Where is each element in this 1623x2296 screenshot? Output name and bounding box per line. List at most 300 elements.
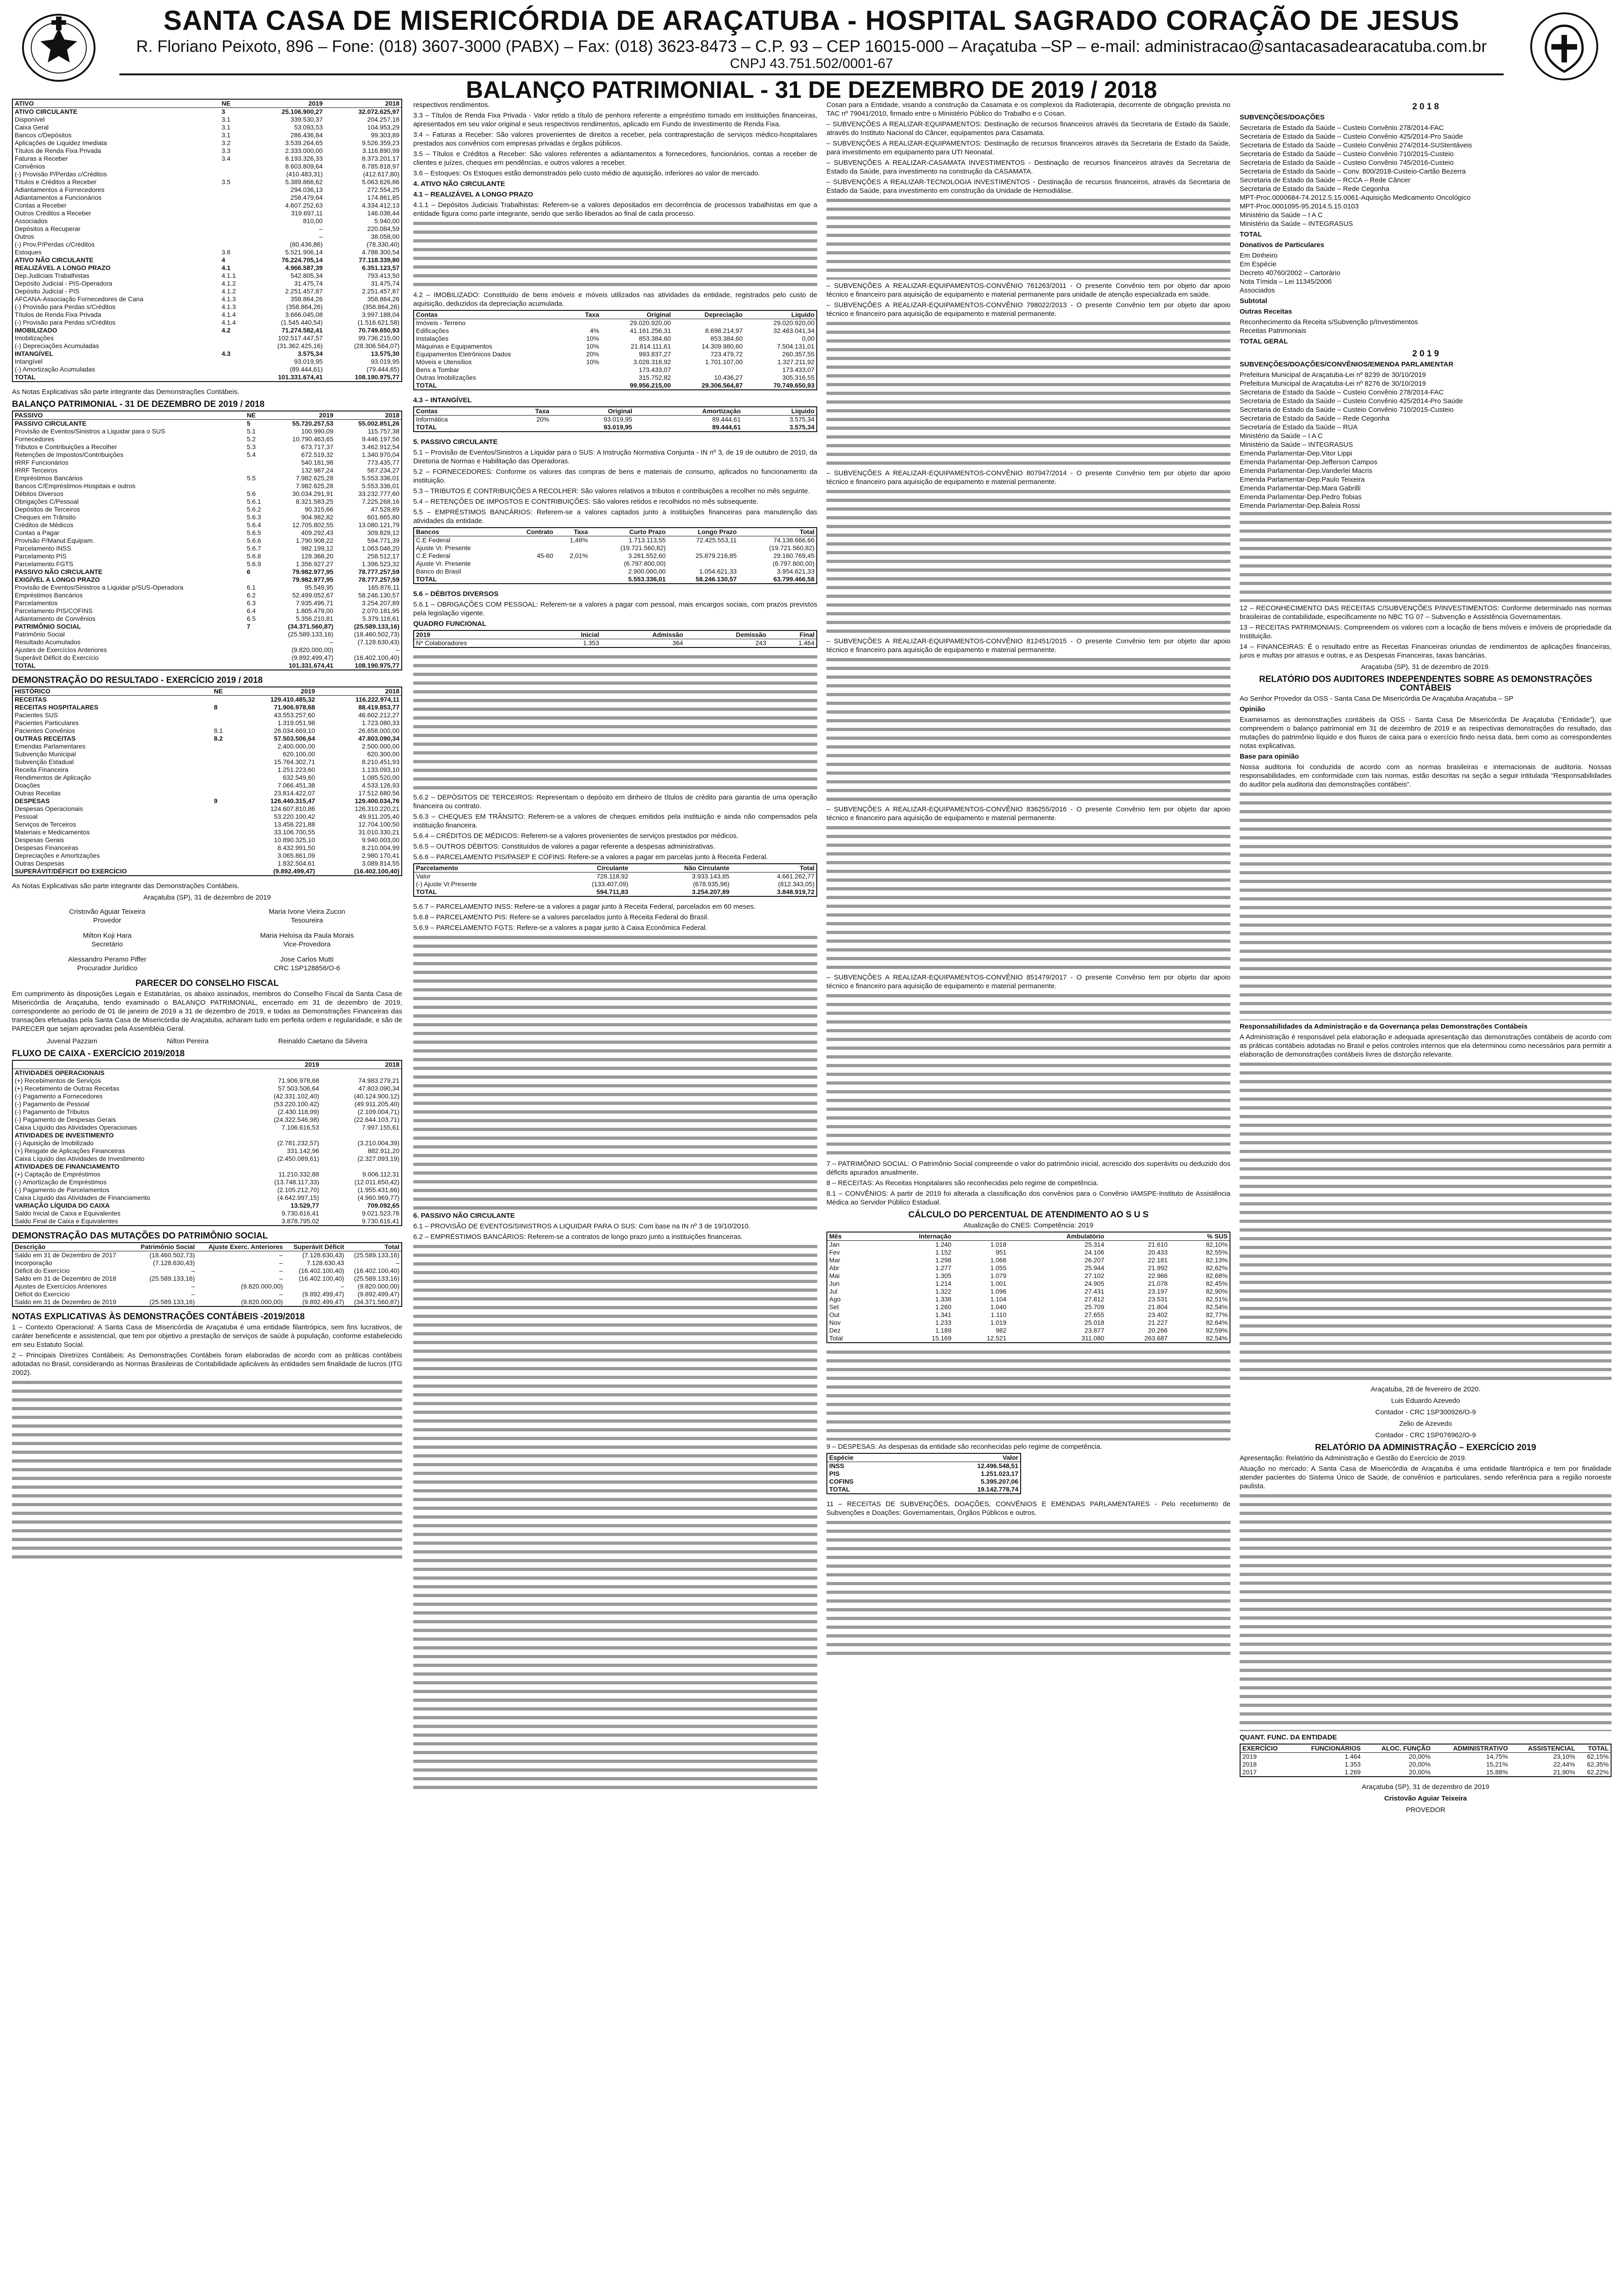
signature-block: [12, 907, 202, 925]
table-cell: (-) Depreciações Acumuladas: [15, 342, 99, 349]
table-cell: 5.6.5: [247, 529, 261, 536]
note-5-6-7: 5.6.7 – PARCELAMENTO INSS: Refere-se a valores a pagar junto à Receita Federal, parcelados em 60 meses.: [413, 903, 756, 911]
table-cell: 1.790.908,22: [296, 537, 334, 544]
table-cell: 8.2: [213, 735, 223, 742]
table-row: [13, 789, 401, 797]
table-cell: 5.6.8: [247, 552, 261, 560]
table-cell: Parcelamento FGTS: [15, 560, 73, 568]
table-cell: (40.124.900,12): [354, 1092, 399, 1100]
list-item: Em Espécie: [1240, 260, 1277, 268]
table-cell: [321, 1069, 401, 1077]
table-cell: (-) Provisão para Perdas s/Créditos: [15, 303, 116, 310]
responsabilidades-text: A Administração é responsável pela elaboração e adequada apresentação das demonstrações contábeis de acordo com as práticas contábeis adotadas no Brasil e pelos controles internos que ela determinou como necessários para permitir a elaboração de demonstrações contábeis livres de distorção relevante.: [1240, 1033, 1612, 1058]
table-row: [13, 568, 401, 576]
table-row: [13, 1085, 401, 1092]
signer-role: Secretário: [91, 940, 123, 948]
note-subv-casamata: – SUBVENÇÕES A REALIZAR-CASAMATA INVESTIMENTOS - Destinação de recursos financeiros através da Secretaria de Estado da Saúde, para investimento na construção da CASAMATA.: [826, 159, 1230, 175]
table-cell: Despesas Operacionais: [15, 805, 83, 812]
table-cell: 15,88%: [1486, 1768, 1508, 1776]
table-cell: [245, 654, 269, 662]
table-cell: Curto Prazo: [590, 528, 668, 536]
table-cell: Saldo em 31 de Dezembro de 2019: [15, 1298, 117, 1306]
table-cell: 8.785.818,97: [362, 163, 399, 170]
table-cell: –: [191, 1290, 195, 1298]
table-cell: 24.106: [1084, 1249, 1105, 1256]
table-header-row: [13, 411, 401, 420]
table-cell: 132.987,24: [301, 467, 334, 474]
table-cell: 7.935.496,71: [296, 599, 334, 607]
note-9-despesas: 9 – DESPESAS: As despesas da entidade são reconhecidas pelo regime de competência.: [826, 1443, 1102, 1451]
table-cell: 4.1.1: [221, 272, 236, 279]
table-cell: 21.814.111,61: [630, 343, 671, 350]
table-cell: [1106, 1232, 1169, 1241]
table-cell: 23.814.422,07: [274, 789, 315, 797]
table-cell: 3.1: [221, 124, 231, 131]
table-cell: [212, 696, 234, 704]
table-cell: Pacientes Convênios: [15, 727, 75, 734]
note-6-1: 6.1 – PROVISÃO DE EVENTOS/SINISTROS A LIQUIDAR PARA O SUS: Com base na IN nº 3 de 19/10/2010.: [413, 1222, 751, 1230]
table-cell: 29.020.920,00: [629, 319, 671, 326]
table-cell: 3.878.795,02: [281, 1217, 320, 1225]
table-cell: 2.333.000,00: [285, 147, 323, 154]
table-cell: 70.749.650,93: [358, 326, 399, 334]
table-cell: 9.730.616,41: [281, 1210, 320, 1217]
table-cell: Emendas Parlamentares: [15, 743, 86, 750]
table-cell: 2019: [234, 687, 317, 696]
table-cell: [245, 646, 269, 654]
table-cell: (6.797.800,00): [623, 560, 666, 567]
table-cell: Mês: [827, 1232, 868, 1241]
table-cell: (+) Resgate de Aplicações Financeiras: [15, 1147, 125, 1154]
table-cell: [241, 1069, 321, 1077]
table-cell: 1.110: [991, 1311, 1006, 1318]
table-cell: 31.475,74: [294, 280, 323, 287]
table-row: [13, 1290, 401, 1298]
table-cell: (2.109.004,71): [357, 1108, 399, 1115]
table-row: [827, 1319, 1230, 1327]
table-row: [13, 1178, 401, 1186]
table-row: [827, 1327, 1230, 1334]
list-item: Ministério da Saúde – I A C: [1240, 211, 1323, 219]
table-cell: Bens a Tombar: [416, 366, 459, 373]
table-cell: (34.371.560,87): [288, 623, 334, 630]
table-cell: [212, 860, 234, 867]
table-cell: 11.210.332,88: [278, 1171, 320, 1178]
text-filler: [826, 488, 1230, 635]
sus-table: [827, 1232, 1230, 1342]
table-row: [414, 358, 816, 366]
report-title: BALANÇO PATRIMONIAL - 31 DE DEZEMBRO DE 2019 / 2018: [466, 77, 1157, 103]
table-cell: [245, 630, 269, 638]
table-cell: Patrimônio Social: [15, 630, 65, 638]
table-row: [13, 474, 401, 482]
table-cell: 1.353: [583, 639, 599, 647]
table-cell: 82,64%: [1206, 1319, 1228, 1326]
table-cell: 8.432.991,50: [277, 844, 315, 851]
table-cell: Máquinas e Equipamentos: [416, 343, 492, 350]
table-cell: 1.832.504,61: [277, 860, 315, 867]
table-cell: 7.982.625,28: [296, 474, 334, 482]
table-cell: 93.019,95: [603, 423, 632, 431]
table-cell: 364: [672, 639, 683, 647]
table-cell: 3: [221, 108, 225, 115]
table-cell: [220, 202, 248, 209]
table-cell: 1.066: [990, 1256, 1006, 1264]
table-cell: TOTAL: [1577, 1745, 1611, 1753]
table-cell: 4.3: [221, 350, 231, 357]
table-cell: (412.617,80): [363, 170, 399, 178]
responsabilidades-title: Responsabilidades da Administração e da Governança pelas Demonstrações Contábeis: [1240, 1023, 1528, 1030]
table-cell: NE: [220, 100, 248, 108]
table-cell: 272.554,25: [367, 186, 399, 193]
table-cell: TOTAL: [15, 662, 36, 669]
text-filler: [1240, 510, 1612, 602]
outras-receitas-list: [1240, 318, 1612, 335]
table-cell: 7.225.268,16: [362, 498, 399, 505]
text-filler: [826, 1349, 1230, 1441]
text-filler: [413, 1243, 817, 1794]
table-cell: [505, 423, 551, 431]
table-cell: 728.118,92: [596, 872, 629, 880]
table-cell: (12.011.650,42): [354, 1178, 399, 1186]
table-cell: Caixa Geral: [15, 124, 49, 131]
table-header-row: [827, 1232, 1230, 1241]
table-cell: INTANGÍVEL: [15, 350, 53, 357]
table-row: [13, 506, 401, 513]
table-cell: 8: [213, 703, 218, 711]
note-3-4: 3.4 – Faturas a Receber: São valores provenientes de direitos a receber, pela contraprestação de serviços médico-hospitalares prestados aos convênios com empresas privadas e órgãos públicos.: [413, 131, 817, 147]
table-cell: –: [330, 638, 334, 646]
note-5-6-6: 5.6.6 – PARCELAMENTO PIS/PASEP E COFINS: Refere-se a valores a pagar em parcelas junto à Receita Federal.: [413, 853, 768, 861]
table-row: [13, 295, 401, 303]
table-cell: (-) Provisão P/Perdas c/Créditos: [15, 170, 107, 178]
table-cell: 57.503.506,64: [274, 735, 315, 742]
table-cell: 1.305: [935, 1272, 952, 1279]
table-row: [13, 696, 401, 704]
table-cell: Títulos de Renda Fixa Privada: [15, 311, 101, 318]
relatorio-title: RELATÓRIO DA ADMINISTRAÇÃO – EXERCÍCIO 2019: [1315, 1443, 1536, 1452]
table-row: [13, 1186, 401, 1194]
table-cell: 3.462.912,54: [362, 443, 399, 450]
text-filler: [1240, 1061, 1612, 1382]
table-cell: Caixa Líquido das Atividades Operacionais: [15, 1124, 137, 1131]
table-cell: Adiantamentos a Funcionários: [15, 194, 102, 201]
table-row: [13, 350, 401, 358]
table-cell: Cheques em Trânsito: [15, 513, 76, 521]
table-cell: 358.864,26: [290, 295, 323, 303]
table-row: [13, 170, 401, 178]
opiniao-title: Opinião: [1240, 705, 1265, 713]
signature-block: [12, 931, 202, 949]
table-cell: 263.687: [1144, 1334, 1168, 1342]
table-cell: 116.222.974,11: [355, 696, 399, 703]
table-cell: Outras Receitas: [15, 789, 61, 797]
table-cell: 82,54%: [1206, 1303, 1228, 1311]
table-row: [13, 1275, 401, 1283]
table-cell: Longo Prazo: [668, 528, 739, 536]
table-cell: 2.400.000,00: [277, 743, 315, 750]
table-row: [827, 1264, 1230, 1272]
table-cell: [212, 821, 234, 828]
table-cell: 101.331.674,41: [278, 373, 323, 381]
table-cell: 22,44%: [1553, 1761, 1575, 1768]
table-row: [13, 451, 401, 459]
table-cell: [212, 789, 234, 797]
table-cell: (+) Recebimento de Outras Receitas: [15, 1085, 119, 1092]
table-row: [13, 703, 401, 711]
table-cell: (79.444,65): [366, 366, 399, 373]
table-row: [414, 544, 816, 552]
table-row: [13, 821, 401, 828]
table-cell: 3.666.045,08: [285, 311, 323, 318]
table-header-row: [13, 687, 401, 696]
table-cell: Adiantamento de Convênios: [15, 615, 95, 622]
table-cell: (1.545.440,54): [281, 319, 323, 326]
opiniao-text: Examinamos as demonstrações contábeis da OSS - Santa Casa De Misericórdia De Araçatuba (“Entidade”), que compreendem o balanço patrimonial em 31 de dezembro de 2019 e as respectivas demonstrações do resultado, das mutações do patrimônio líquido e dos fluxos de caixa para o exercício findo nessa data, bem como as correspondentes notas explicativas.: [1240, 716, 1612, 750]
table-cell: Não Circulante: [630, 864, 731, 872]
text-filler: [826, 824, 1230, 971]
table-cell: 3.089.814,55: [362, 860, 399, 867]
table-cell: 2019: [414, 631, 547, 639]
note-5-6-3: 5.6.3 – CHEQUES EM TRÂNSITO: Referem-se a valores de cheques emitidos pela instituição e ainda não compensados pela instituição financeira.: [413, 813, 817, 829]
table-cell: 100.990,09: [301, 428, 334, 435]
table-row: [13, 537, 401, 545]
table-cell: RECEITAS: [15, 696, 47, 703]
table-cell: 1.338: [935, 1295, 952, 1303]
table-cell: 3.254.207,89: [692, 888, 730, 895]
note-convenio-836255: – SUBVENÇÕES A REALIZAR-EQUIPAMENTOS-CONVÊNIO 836255/2016 - O presente Convênio tem por objeto dar apoio técnico e financeiro para aquisição de equipamento e material permanente.: [826, 805, 1230, 822]
table-cell: (9.820.000,00): [291, 646, 334, 653]
table-cell: (358.864,26): [363, 303, 399, 310]
resultado-title: DEMONSTRAÇÃO DO RESULTADO - EXERCÍCIO 2019 / 2018: [12, 675, 263, 685]
final-role: PROVEDOR: [1406, 1806, 1445, 1814]
list-item: Emenda Parlamentar-Dep.Baleia Rossi: [1240, 502, 1360, 510]
table-cell: 7: [247, 623, 251, 630]
table-cell: Original: [551, 407, 634, 416]
table-cell: 243: [755, 639, 766, 647]
table-row: [13, 813, 401, 821]
table-cell: TOTAL: [416, 575, 437, 583]
table-row: [13, 131, 401, 139]
table-row: [414, 880, 816, 888]
isencao-table: [827, 1454, 1020, 1493]
table-cell: Descrição: [13, 1243, 131, 1251]
table-cell: (16.402.100,40): [298, 1267, 344, 1274]
table-cell: 71.906.978,68: [274, 703, 315, 711]
table-row: [13, 209, 401, 217]
table-cell: IRRF Funcionários: [15, 459, 68, 466]
table-cell: Adiantamentos a Fornecedores: [15, 186, 105, 193]
table-cell: Contas: [414, 407, 505, 416]
table-cell: Depósitos de Terceiros: [15, 506, 80, 513]
table-cell: PIS: [829, 1470, 840, 1477]
table-cell: 1.085.520,00: [362, 774, 399, 781]
table-cell: 93.019,95: [294, 358, 323, 365]
table-cell: Superávit Déficit do Exercício: [15, 654, 99, 661]
table-cell: 3.933.143,85: [692, 872, 730, 880]
table-cell: 601.665,80: [367, 513, 399, 521]
table-row: [13, 1171, 401, 1178]
table-cell: Convênios: [15, 163, 45, 170]
table-cell: 358.864,26: [367, 295, 399, 303]
table-row: [13, 1131, 401, 1139]
note-3-5: 3.5 – Títulos e Créditos a Receber: São valores referentes a adiantamentos a fornecedores, funcionários, contas a receber de clientes e juízes, cheques em pendências, e outros valores a receber.: [413, 150, 817, 167]
table-cell: [673, 366, 744, 374]
table-cell: Despesas Financeiras: [15, 844, 79, 851]
table-cell: 27.102: [1084, 1272, 1105, 1279]
table-cell: 20%: [586, 350, 599, 358]
note-8-receitas: 8 – RECEITAS: As Receitas Hospitalares são reconhecidas pelo regime de competência.: [826, 1179, 1099, 1187]
note-4-3: 4.3 – INTANGÍVEL: [413, 396, 472, 404]
table-cell: 1.353: [1344, 1761, 1361, 1768]
table-cell: (49.911.205,40): [354, 1100, 399, 1108]
table-cell: Rendimentos de Aplicação: [15, 774, 91, 781]
table-cell: 951: [995, 1249, 1006, 1256]
table-cell: 82,51%: [1206, 1295, 1228, 1303]
auditor-addressee: Ao Senhor Provedor da OSS - Santa Casa De Misericórdia De Araçatuba Araçatuba – SP: [1240, 695, 1514, 703]
text-filler: [413, 934, 817, 1210]
table-cell: (25.589.133,16): [288, 630, 334, 638]
year-2018: 2 0 1 8: [1412, 102, 1439, 112]
table-cell: Contas a Pagar: [15, 529, 60, 536]
table-cell: 3.3: [221, 147, 231, 154]
table-cell: 20.433: [1148, 1249, 1168, 1256]
table-row: [13, 194, 401, 202]
table-cell: Superávit Déficit: [285, 1243, 346, 1251]
table-cell: 8.210.004,99: [362, 844, 399, 851]
table-row: [13, 420, 401, 428]
table-row: [13, 1147, 401, 1155]
table-cell: NE: [245, 411, 269, 420]
table-cell: 5.553.336,01: [362, 474, 399, 482]
table-cell: [212, 766, 234, 774]
table-row: [13, 750, 401, 758]
table-cell: Débitos Diversos: [15, 490, 63, 497]
document-header: [0, 0, 1623, 103]
table-cell: (9.820.000,00): [241, 1283, 283, 1290]
table-cell: (9.892.499,47): [291, 654, 334, 661]
table-cell: (25.589.133,16): [149, 1298, 195, 1306]
table-cell: 5.379.116,61: [362, 615, 399, 622]
table-cell: 4.1.3: [221, 303, 236, 310]
table-cell: 10.436,27: [714, 374, 743, 381]
text-filler: [826, 656, 1230, 803]
table-cell: 31.475,74: [371, 280, 399, 287]
table-cell: (2.105.212,70): [277, 1186, 320, 1193]
list-item: Emenda Parlamentar-Dep.Vanderlei Macris: [1240, 467, 1373, 475]
table-cell: Incorporação: [15, 1259, 52, 1266]
table-cell: PASSIVO: [13, 411, 245, 420]
table-cell: 4.607.252,63: [285, 202, 323, 209]
table-cell: 19.142.778,74: [977, 1486, 1018, 1493]
table-cell: 3.6: [221, 248, 231, 256]
outras-receitas-title: Outras Receitas: [1240, 308, 1292, 315]
table-cell: Set: [829, 1303, 839, 1311]
table-row: [13, 303, 401, 311]
table-cell: 82,68%: [1206, 1272, 1228, 1279]
resultado-note: As Notas Explicativas são parte integrante das Demonstrações Contábeis.: [12, 882, 240, 890]
table-cell: Tributos e Contribuições a Recolher: [15, 443, 117, 450]
table-cell: 1.251.023,17: [981, 1470, 1018, 1477]
table-cell: 23.402: [1148, 1311, 1168, 1318]
table-cell: 53.093,53: [294, 124, 323, 131]
table-cell: [220, 241, 248, 248]
table-row: [13, 521, 401, 529]
table-cell: 3.1: [221, 116, 231, 123]
table-cell: 13.529,77: [290, 1202, 320, 1209]
table-cell: 89.444,61: [712, 416, 741, 423]
table-cell: Parcelamento PIS/COFINS: [15, 607, 93, 614]
table-cell: 53.220.100,42: [274, 813, 315, 820]
table-row: [13, 233, 401, 241]
table-row: [13, 1069, 401, 1077]
signer-name: Cristovão Aguiar Teixeira: [69, 908, 146, 916]
note-5-4: 5.4 – RETENÇÕES DE IMPOSTOS E CONTRIBUIÇÕES: São valores retidos e recolhidos no mês subsequente.: [413, 498, 758, 506]
table-cell: 25.879.216,85: [696, 552, 737, 559]
table-row: [13, 311, 401, 319]
table-cell: 10%: [586, 358, 599, 366]
table-cell: AFCANA-Associação Fornecedores de Cana: [15, 295, 144, 303]
table-cell: 128.368,20: [301, 552, 334, 560]
table-cell: 4.1.2: [221, 287, 236, 295]
table-cell: 99.956.215,00: [629, 382, 671, 389]
table-row: [13, 139, 401, 147]
table-cell: [245, 576, 269, 584]
table-cell: 1.269: [1344, 1768, 1361, 1776]
imobilizado-table-box: [413, 310, 817, 390]
note-8-1-convenios: 8.1 – CONVÊNIOS: A partir de 2019 foi alterada a classificação dos convênios para o Convênio IAMSPE-Instituto de Assistência Médica ao Servidor Público Estadual.: [826, 1190, 1230, 1206]
table-cell: 4.1.4: [221, 319, 236, 326]
table-cell: 12.496.548,51: [977, 1462, 1018, 1469]
auditor-crc: Contador - CRC 1SP300926/O-9: [1375, 1408, 1476, 1416]
note-convenio-851479: – SUBVENÇÕES A REALIZAR-EQUIPAMENTOS-CONVÊNIO 851479/2017 - O presente Convênio tem por objeto dar apoio técnico e financeiro para aquisição de equipamento e material permanente.: [826, 974, 1230, 990]
ativo-table-box: [12, 99, 402, 382]
table-cell: 8.193.326,33: [285, 155, 323, 162]
table-cell: 78.777.257,59: [358, 568, 399, 575]
table-header-row: [13, 100, 401, 108]
table-cell: 13.456.221,88: [274, 821, 315, 828]
table-cell: 1.277: [935, 1264, 952, 1272]
table-cell: [220, 373, 248, 381]
table-row: [13, 163, 401, 170]
table-cell: 21,90%: [1553, 1768, 1575, 1776]
doacoes-title: Donativos de Particulares: [1240, 241, 1325, 249]
table-cell: 258.512,17: [367, 552, 399, 560]
list-item: Emenda Parlamentar-Dep.Jefferson Campos: [1240, 458, 1377, 466]
table-header-row: [414, 311, 816, 319]
mutacoes-table-box: [12, 1242, 402, 1307]
table-cell: 5.553.336,01: [362, 482, 399, 490]
base-opiniao-text: Nossa auditoria foi conduzida de acordo com as normas brasileiras e internacionais de auditoria. Nossas responsabilidades, em conformidade com tais normas, estão descritas na seção a seguir intitulada “Responsabilidades do auditor pela auditoria das demonstrações contábeis”.: [1240, 763, 1612, 788]
table-cell: (34.371.560,87): [354, 1298, 399, 1306]
table-cell: Aplicações de Liquidez Imediata: [15, 139, 107, 146]
parecer-signer: Juvenal Pazzam: [46, 1037, 97, 1045]
notas-intro: 1 – Contexto Operacional: A Santa Casa de Misericórdia de Araçatuba é uma entidade filantrópica, sem fins lucrativos, de caráter beneficente e assistencial, que tem por objetivo a prestação de serviços de saúde à população, conforme estabelecido em seu Estatuto Social.: [12, 1323, 402, 1349]
table-cell: –: [319, 225, 323, 232]
table-cell: [220, 342, 248, 350]
table-cell: Original: [601, 311, 673, 319]
table-cell: Outros Créditos a Receber: [15, 209, 91, 217]
imobilizado-table: [414, 311, 816, 389]
table-cell: (18.460.502,73): [149, 1251, 195, 1259]
table-cell: (-) Ajuste Vr.Presente: [416, 880, 477, 888]
subtotal-label: Subtotal: [1240, 297, 1267, 305]
table-cell: 29.160.769,45: [773, 552, 814, 559]
table-cell: 904.982,82: [301, 513, 334, 521]
table-cell: 62,22%: [1587, 1768, 1609, 1776]
table-cell: 567.234,27: [367, 467, 399, 474]
table-cell: (2.327.093,19): [357, 1155, 399, 1162]
